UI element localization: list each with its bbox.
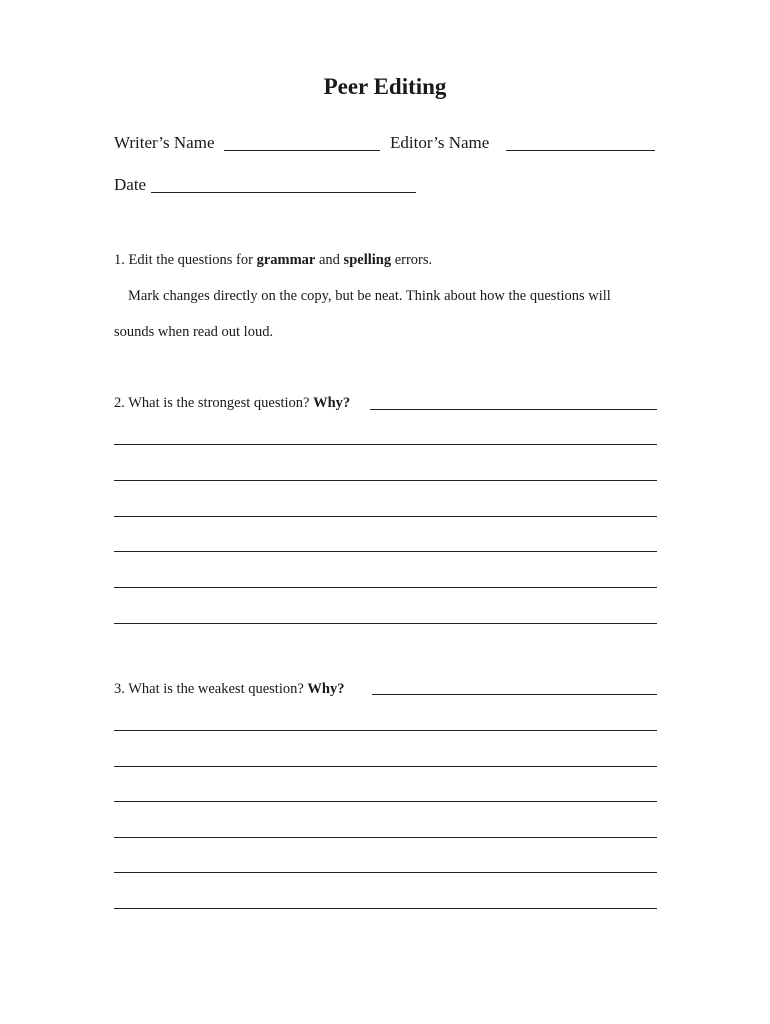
question-3-answer-line[interactable] bbox=[114, 801, 657, 802]
question-3-answer-line[interactable] bbox=[114, 908, 657, 909]
question-2-text: 2. What is the strongest question? bbox=[114, 395, 314, 411]
date-field[interactable] bbox=[151, 192, 416, 193]
question-2-answer-line[interactable] bbox=[114, 480, 657, 481]
question-3-answer-line[interactable] bbox=[114, 837, 657, 838]
question-1-instruction-line-1: Mark changes directly on the copy, but be neat. Think about how the questions will bbox=[128, 288, 611, 304]
writers-name-label: Writer’s Name bbox=[114, 133, 215, 152]
question-1 bbox=[114, 252, 432, 269]
question-3-answer-line[interactable] bbox=[114, 730, 657, 731]
editors-name-label: Editor’s Name bbox=[390, 133, 490, 152]
question-2 bbox=[114, 395, 350, 412]
editors-name-field[interactable] bbox=[506, 150, 655, 151]
question-3-answer-line[interactable] bbox=[372, 694, 657, 695]
question-2-answer-line[interactable] bbox=[114, 551, 657, 552]
question-2-answer-line[interactable] bbox=[370, 409, 657, 410]
page-title: Peer Editing bbox=[323, 74, 447, 99]
question-3-answer-line[interactable] bbox=[114, 872, 657, 873]
question-2-answer-line[interactable] bbox=[114, 623, 657, 624]
question-1-suffix: errors. bbox=[391, 252, 433, 268]
date-label: Date bbox=[114, 175, 147, 194]
question-2-answer-line[interactable] bbox=[114, 444, 657, 445]
question-3-why: Why? bbox=[307, 681, 345, 697]
question-1-instruction-line-2: sounds when read out loud. bbox=[114, 324, 274, 340]
question-3-text: 3. What is the weakest question? bbox=[114, 681, 308, 697]
question-2-why: Why? bbox=[313, 395, 351, 411]
question-2-answer-line[interactable] bbox=[114, 587, 657, 588]
question-1-middle: and bbox=[315, 252, 344, 268]
question-1-prefix: 1. Edit the questions for bbox=[114, 252, 257, 268]
question-2-answer-line[interactable] bbox=[114, 516, 657, 517]
question-3-answer-line[interactable] bbox=[114, 766, 657, 767]
writers-name-field[interactable] bbox=[224, 150, 380, 151]
question-3 bbox=[114, 681, 345, 698]
question-1-grammar: grammar bbox=[256, 252, 316, 268]
question-1-spelling: spelling bbox=[343, 252, 392, 268]
